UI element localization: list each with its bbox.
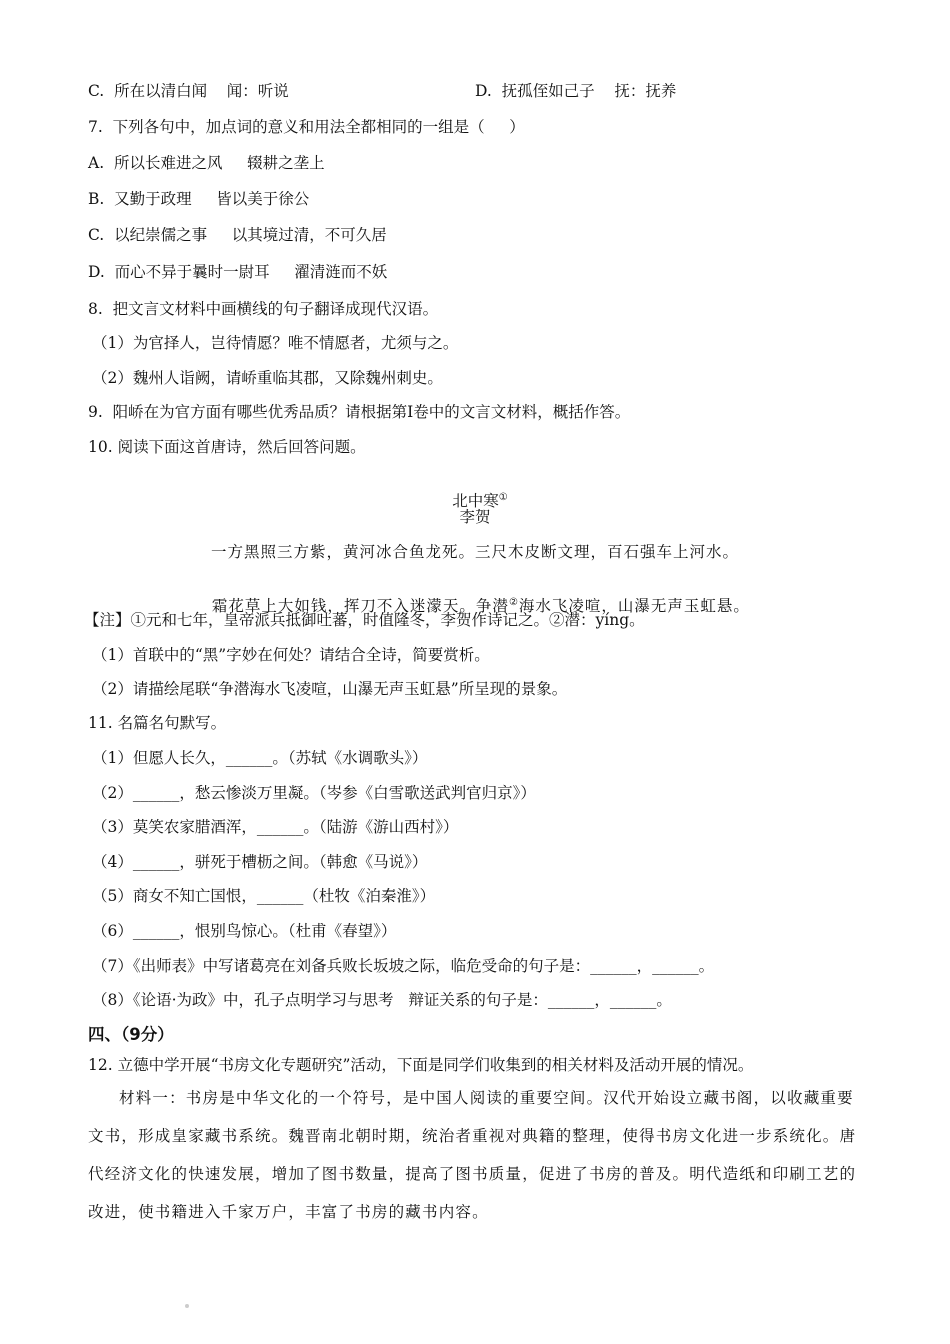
poem-title-text: 北中寒 [452,492,499,510]
q7-stem: 7. 下列各句中，加点词的意义和用法全都相同的一组是（ ） [88,118,525,136]
q9-stem: 9. 阳峤在为官方面有哪些优秀品质？请根据第Ⅰ卷中的文言文材料，概括作答。 [88,403,631,421]
q8-item-1: （1）为官择人，岂待情愿？唯不情愿者，尤须与之。 [92,334,459,352]
q10-item-1: （1）首联中的“黑”字妙在何处？请结合全诗，简要赏析。 [92,646,490,664]
q11-item-4: （4）______，骈死于槽枥之间。（韩愈《马说》） [92,853,428,871]
poem-line-1: 一方黑照三方紫，黄河冰合鱼龙死。三尺木皮断文理，百石强车上河水。 [210,543,739,561]
poem-author: 李贺 [459,508,491,526]
q7-option-d: D. 而心不异于曩时一尉耳 濯清涟而不妖 [88,263,388,281]
poem-line-2-part-a: 霜花草上大如钱，挥刀不入迷濛天。争潜 [211,597,509,615]
q7-option-b: B. 又勤于政理 皆以美于徐公 [88,190,310,208]
q6-option-d: D. 抚孤侄如己子 抚：抚养 [475,82,677,100]
poem-title-footnote-mark: ① [498,491,508,503]
q7-option-c: C. 以纪崇儒之事 以其境过清，不可久居 [88,226,387,244]
q10-stem: 10. 阅读下面这首唐诗，然后回答问题。 [88,438,366,456]
q11-item-2: （2）______，愁云惨淡万里凝。（岑参《白雪歌送武判官归京》） [92,784,536,802]
q8-stem: 8. 把文言文材料中画横线的句子翻译成现代汉语。 [88,300,439,318]
footer-dot [185,1304,189,1308]
q10-item-2: （2）请描绘尾联“争潜海水飞凌喧，山瀑无声玉虹悬”所呈现的景象。 [92,680,568,698]
q11-item-7: （7）《出师表》中写诸葛亮在刘备兵败长坂坡之际，临危受命的句子是：______，______。 [92,957,715,975]
poem-note: 【注】①元和七年，皇帝派兵抵御吐蕃，时值隆冬，李贺作诗记之。②潜：yíng。 [84,611,645,629]
q12-stem: 12. 立德中学开展“书房文化专题研究”活动，下面是同学们收集到的相关材料及活动开展的情况。 [88,1056,754,1074]
poem-line-2-part-b: 海水飞凌喧，山瀑无声玉虹悬。 [518,597,750,615]
q11-item-8: （8）《论语·为政》中，孔子点明学习与思考 辩证关系的句子是：______，______。 [92,991,672,1009]
q8-item-2: （2）魏州人诣阙，请峤重临其郡，又除魏州刺史。 [92,369,443,387]
poem-line-2-footnote-mark: ② [508,596,519,608]
q11-item-3: （3）莫笑农家腊酒浑，______。（陆游《游山西村》） [92,818,459,836]
q12-material-1: 材料一：书房是中华文化的一个符号，是中国人阅读的重要空间。汉代开始设立藏书阁，以收藏重要文书，形成皇家藏书系统。魏晋南北朝时期，统治者重视对典籍的整理，使得书房文化进一步系统化。唐代经济文化的快速发展，增加了图书数量，提高了图书质量，促进了书房的普及。明代造纸和印刷工艺的改进，使书籍进入千家万户，丰富了书房的藏书内容。 [88,1089,857,1221]
poem-title [0,471,950,511]
q11-item-6: （6）______，恨别鸟惊心。（杜甫《春望》） [92,922,397,940]
section-4-heading: 四、（9分） [88,1025,174,1044]
q11-item-1: （1）但愿人长久，______。（苏轼《水调歌头》） [92,749,428,767]
q7-option-a: A. 所以长难进之风 辍耕之垄上 [88,154,325,172]
q6-option-c: C. 所在以清白闻 闻：听说 [88,82,289,100]
q11-stem: 11. 名篇名句默写。 [88,714,227,732]
q11-item-5: （5）商女不知亡国恨，______（杜牧《泊秦淮》） [92,887,436,905]
